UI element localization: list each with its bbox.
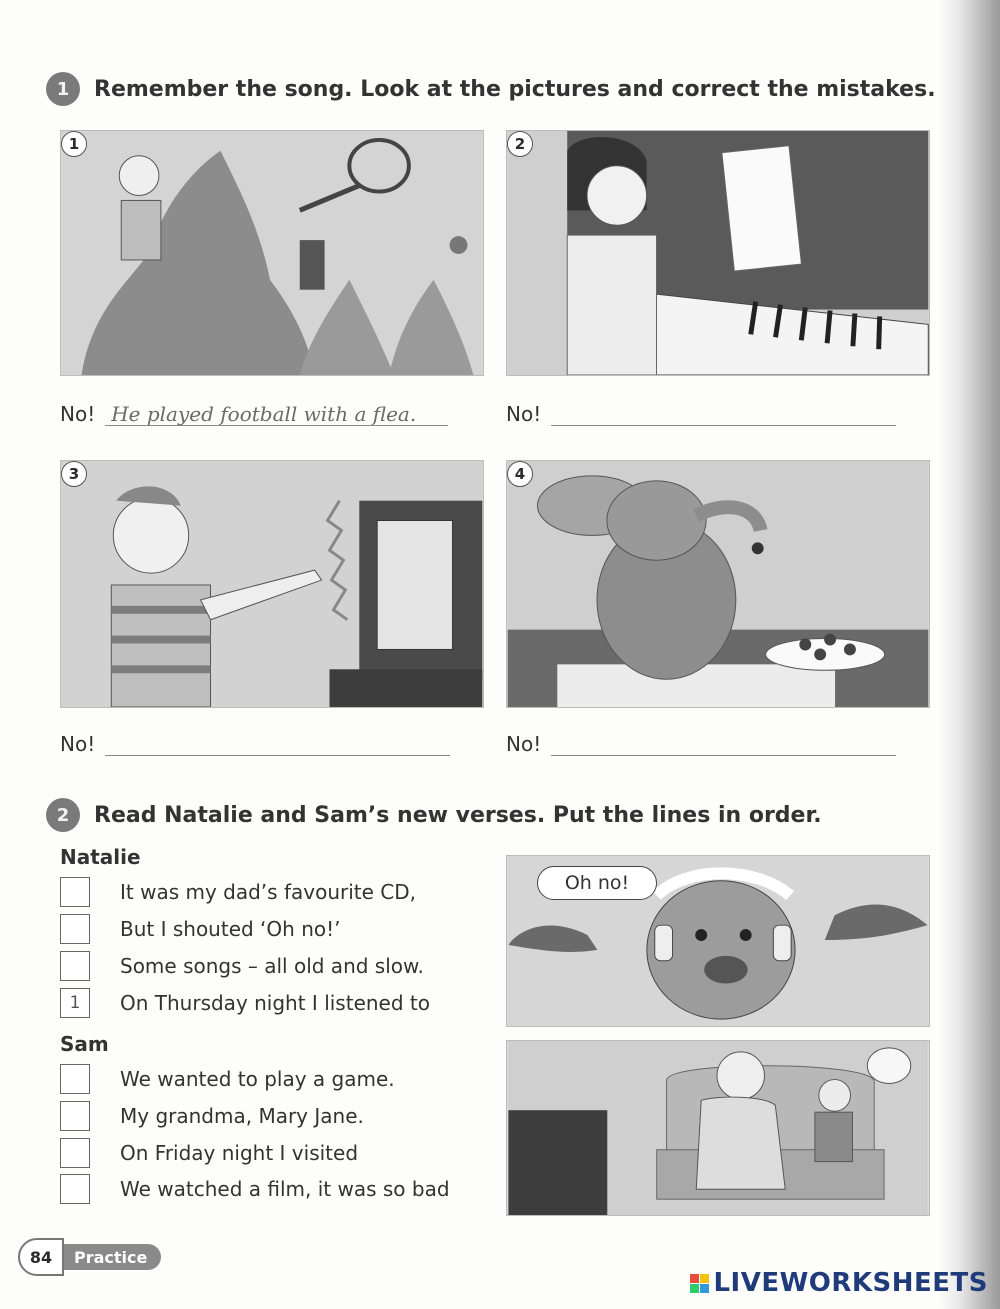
picture-4 [506, 460, 930, 708]
page-fold-shadow [938, 0, 1000, 1309]
sam-line-1 [60, 1064, 395, 1094]
verse-line: It was my dad’s favourite CD, [120, 880, 416, 904]
sam-line-2 [60, 1101, 364, 1131]
answer-prefix: No! [506, 402, 542, 426]
liveworksheets-logo-icon [690, 1274, 709, 1293]
order-input[interactable] [60, 914, 90, 944]
answer-row-1 [60, 402, 448, 426]
natalie-line-2 [60, 914, 340, 944]
answer-prefix: No! [60, 732, 96, 756]
order-input[interactable] [60, 951, 90, 981]
sam-heading: Sam [60, 1032, 109, 1056]
order-input[interactable] [60, 877, 90, 907]
picture-number-badge: 4 [507, 461, 533, 487]
sam-picture [506, 1040, 930, 1216]
picture-number-badge: 1 [61, 131, 87, 157]
answer-row-2 [506, 402, 896, 426]
natalie-heading: Natalie [60, 845, 141, 869]
brand-name: LIVEWORKSHEETS [713, 1268, 988, 1298]
exercise-number: 1 [46, 72, 80, 106]
verse-line: Some songs – all old and slow. [120, 954, 424, 978]
order-input[interactable] [60, 1101, 90, 1131]
exercise-1-header [46, 72, 936, 106]
natalie-line-4 [60, 988, 430, 1018]
exercise-number: 2 [46, 798, 80, 832]
answer-prefix: No! [506, 732, 542, 756]
order-input[interactable] [60, 1174, 90, 1204]
picture-1 [60, 130, 484, 376]
exercise-instruction: Read Natalie and Sam’s new verses. Put the lines in order. [94, 802, 822, 828]
verse-line: We wanted to play a game. [120, 1067, 395, 1091]
piano-girl-illustration [507, 131, 929, 375]
tennis-tree-illustration [61, 131, 483, 375]
answer-prefix: No! [60, 402, 96, 426]
picture-3 [60, 460, 484, 708]
exercise-instruction: Remember the song. Look at the pictures and correct the mistakes. [94, 76, 936, 102]
verse-line: But I shouted ‘Oh no!’ [120, 917, 341, 941]
liveworksheets-brand [690, 1268, 988, 1298]
tv-boy-illustration [61, 461, 483, 707]
answer-field-3[interactable] [105, 732, 450, 756]
page-footer-tab [18, 1238, 161, 1276]
picture-number-badge: 3 [61, 461, 87, 487]
sam-line-3 [60, 1138, 358, 1168]
answer-row-4 [506, 732, 896, 756]
speech-bubble: Oh no! [537, 866, 657, 900]
sam-line-4 [60, 1174, 450, 1204]
natalie-picture [506, 855, 930, 1027]
answer-field-1[interactable]: He played football with a flea. [105, 402, 448, 426]
page-number: 84 [18, 1238, 64, 1276]
section-label: Practice [64, 1244, 161, 1270]
elephant-spaghetti-illustration [507, 461, 929, 707]
sofa-grandma-illustration [507, 1041, 929, 1215]
exercise-2-header [46, 798, 822, 832]
picture-2 [506, 130, 930, 376]
verse-line: On Thursday night I listened to [120, 991, 430, 1015]
verse-line: We watched a film, it was so bad [120, 1177, 450, 1201]
verse-line: On Friday night I visited [120, 1141, 359, 1165]
verse-line: My grandma, Mary Jane. [120, 1104, 364, 1128]
picture-number-badge: 2 [507, 131, 533, 157]
order-input[interactable] [60, 1138, 90, 1168]
answer-row-3 [60, 732, 450, 756]
order-input[interactable]: 1 [60, 988, 90, 1018]
answer-field-2[interactable] [551, 402, 896, 426]
natalie-line-1 [60, 877, 416, 907]
natalie-line-3 [60, 951, 424, 981]
answer-field-4[interactable] [551, 732, 896, 756]
order-input[interactable] [60, 1064, 90, 1094]
